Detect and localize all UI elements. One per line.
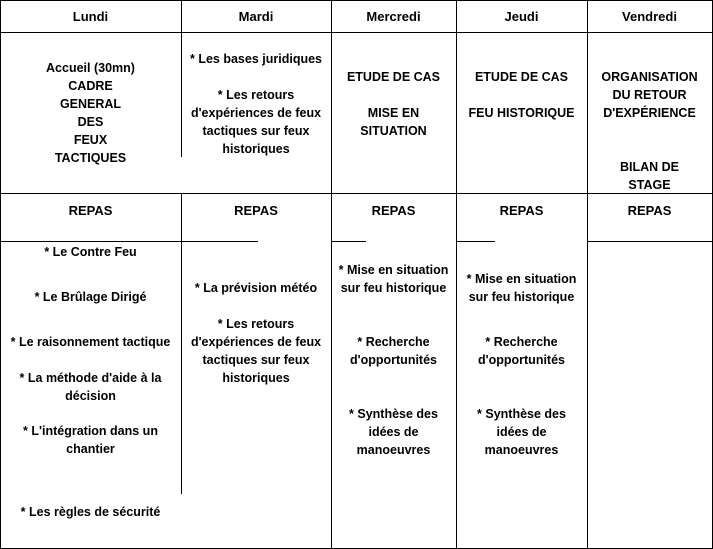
morning-mercredi-item: MISE EN SITUATION — [360, 106, 427, 138]
afternoon-mercredi-item: * Synthèse des idées de manoeuvres — [349, 407, 438, 457]
morning-jeudi-item: ETUDE DE CAS — [474, 70, 569, 84]
afternoon-lundi-item: * Le Brûlage Dirigé — [34, 290, 147, 304]
header-divider — [0, 32, 713, 33]
lunch-mardi: REPAS — [234, 203, 278, 218]
header-mardi: Mardi — [238, 8, 274, 24]
lunch-vendredi: REPAS — [627, 203, 672, 218]
afternoon-mercredi-item: * Mise en situation sur feu historique — [338, 263, 449, 295]
lunch-lundi: REPAS — [68, 203, 113, 218]
morning-lundi-line: FEUX — [73, 133, 108, 147]
lunch-underline-mercredi — [331, 241, 366, 242]
afternoon-mardi-item: * Les retours d'expériences de feux tactiques sur feux historiques — [190, 317, 322, 385]
lunch-underline-jeudi — [456, 241, 495, 242]
morning-lundi — [0, 59, 181, 167]
morning-lundi-line: Accueil (30mn) — [46, 61, 135, 75]
morning-mercredi-item: ETUDE DE CAS — [346, 70, 441, 84]
morning-lundi-line: DES — [77, 115, 104, 129]
header-mercredi: Mercredi — [366, 8, 421, 24]
afternoon-mercredi-item: * Recherche d'opportunités — [350, 335, 437, 367]
afternoon-jeudi-item: * Mise en situation sur feu historique — [466, 272, 577, 304]
morning-jeudi-item: FEU HISTORIQUE — [468, 106, 575, 120]
lunch-underline-mardi — [181, 241, 258, 242]
afternoon-lundi-item: * Le Contre Feu — [44, 245, 137, 259]
afternoon-lundi-item: * Les règles de sécurité — [20, 505, 161, 519]
morning-lundi-line: CADRE — [68, 79, 113, 93]
header-vendredi: Vendredi — [622, 8, 677, 24]
afternoon-jeudi-item: * Synthèse des idées de manoeuvres — [477, 407, 566, 457]
morning-lundi-line: GENERAL — [59, 97, 122, 111]
header-jeudi: Jeudi — [504, 8, 539, 24]
afternoon-lundi-item: * La méthode d'aide à la décision — [19, 371, 162, 403]
col-divider-1b — [181, 193, 182, 494]
morning-mardi-item: * Les retours d'expériences de feux tactiques sur feux historiques — [190, 88, 322, 156]
lunch-jeudi: REPAS — [499, 203, 544, 218]
morning-mardi-item: * Les bases juridiques — [190, 52, 322, 66]
afternoon-lundi-item: * Le raisonnement tactique — [10, 335, 171, 349]
afternoon-mardi-item: * La prévision météo — [194, 281, 318, 295]
lunch-mercredi: REPAS — [371, 203, 416, 218]
morning-vendredi-item: ORGANISATION DU RETOUR D'EXPÉRIENCE — [601, 70, 698, 120]
afternoon-jeudi-item: * Recherche d'opportunités — [478, 335, 565, 367]
lunch-underline-vendredi — [587, 241, 713, 242]
morning-vendredi — [587, 68, 712, 194]
afternoon-lundi-item: * L'intégration dans un chantier — [23, 424, 158, 456]
morning-lundi-line: TACTIQUES — [54, 151, 127, 165]
lunch-underline-lundi — [0, 241, 181, 242]
morning-vendredi-item: BILAN DE STAGE — [619, 160, 680, 192]
morning-mercredi — [331, 68, 456, 140]
header-lundi: Lundi — [72, 8, 109, 24]
morning-mardi — [181, 50, 331, 158]
morning-jeudi — [456, 68, 587, 122]
